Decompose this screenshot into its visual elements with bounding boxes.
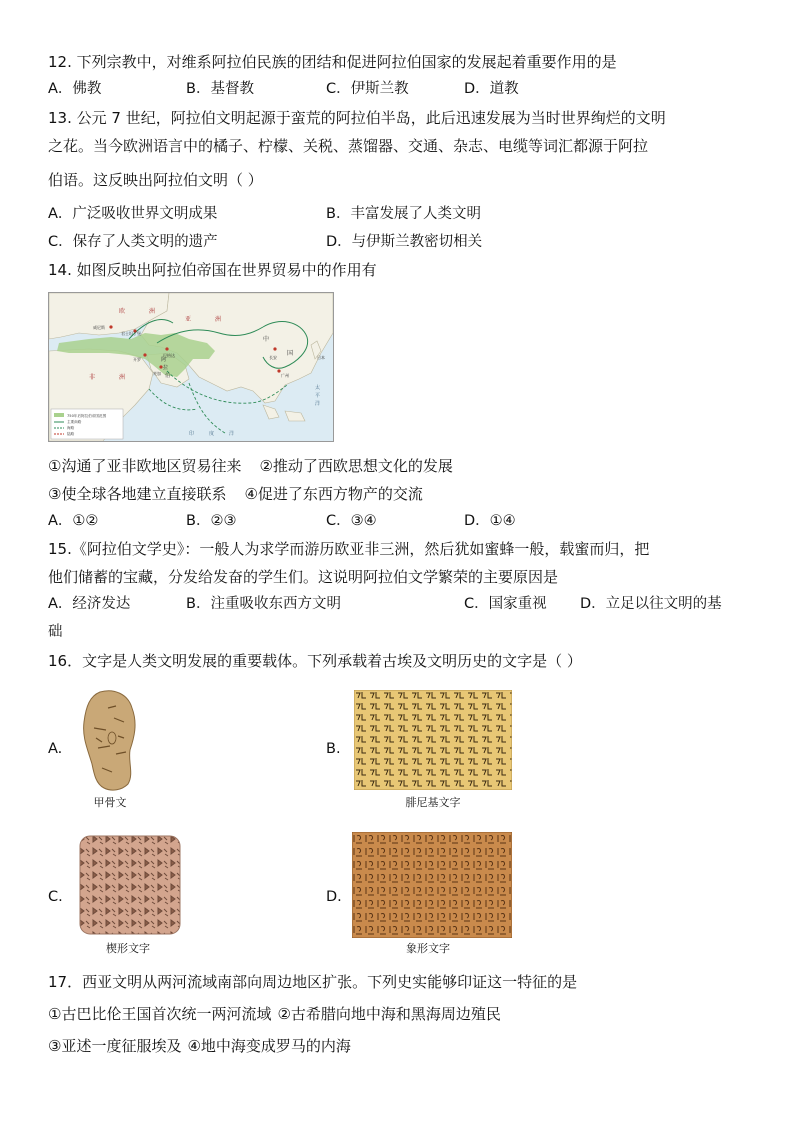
map-label-europe-2: 洲 <box>149 308 156 315</box>
map-label-constantinople: 君士坦丁堡 <box>121 331 141 336</box>
legend-land-route: 陆路 <box>67 432 75 436</box>
q17-statement-row1 <box>48 1004 501 1024</box>
q12-option-a: A．佛教 <box>48 81 102 97</box>
map-label-china-1: 中 <box>263 336 270 343</box>
q13-option-d: D．与伊斯兰教密切相关 <box>326 234 483 250</box>
q14-option-b: B．②③ <box>186 513 237 529</box>
map-label-ocean-3: 洋 <box>229 431 235 437</box>
map-label-europe-1: 欧 <box>119 308 126 315</box>
q16-caption-a: 甲骨文 <box>93 796 127 809</box>
q15-option-b: B．注重吸收东西方文明 <box>186 596 341 612</box>
q13-stem-line3: 伯语。这反映出阿拉伯文明（ ） <box>48 171 263 189</box>
legend-main-routes: 主要商路 <box>67 420 82 424</box>
q14-statement-row1 <box>48 456 453 476</box>
q12-stem: 12. 下列宗教中，对维系阿拉伯民族的团结和促进阿拉伯国家的发展起着重要作用的是 <box>48 53 617 71</box>
q13-option-c: C．保存了人类文明的遗产 <box>48 234 218 250</box>
map-label-japan: 日本 <box>317 355 325 360</box>
map-label-africa-1: 非 <box>89 374 96 381</box>
q17-statement-1: ①古巴比伦王国首次统一两河流域 <box>48 1005 272 1023</box>
legend-arab-empire: 750年后阿拉伯帝国范围 <box>67 414 107 418</box>
q15-stem-line2: 他们储蓄的宝藏，分发给发奋的学生们。这说明阿拉伯文学繁荣的主要原因是 <box>48 568 559 586</box>
arab-trade-map <box>48 292 334 442</box>
map-label-arab-3: 伯 <box>165 373 171 379</box>
map-label-pacific-2: 平 <box>315 393 321 399</box>
q14-option-a: A．①② <box>48 513 99 529</box>
q13-stem-line2: 之花。当今欧洲语言中的橘子、柠檬、关税、蒸馏器、交通、杂志、电缆等词汇都源于阿拉 <box>48 137 649 155</box>
map-label-venice: 威尼斯 <box>93 325 105 330</box>
cuneiform-tablet-image <box>78 834 182 936</box>
q17-statement-row2 <box>48 1036 351 1056</box>
map-label-asia-2: 洲 <box>215 316 222 323</box>
q15-option-c: C．国家重视 <box>464 596 547 612</box>
q16-letter-a: A. <box>48 741 63 757</box>
q14-statement-4: ④促进了东西方物产的交流 <box>244 485 423 503</box>
oracle-bone-image <box>78 688 142 792</box>
q16-caption-c: 楔形文字 <box>106 942 150 955</box>
map-label-ocean-2: 度 <box>209 431 215 437</box>
q14-statement-row2 <box>48 484 423 504</box>
q16-stem: 16．文字是人类文明发展的重要载体。下列承载着古埃及文明历史的文字是（ ） <box>48 652 582 670</box>
map-label-mecca: 麦加 <box>153 371 161 376</box>
q17-stem: 17．西亚文明从两河流域南部向周边地区扩张。下列史实能够印证这一特征的是 <box>48 973 578 991</box>
q14-stem: 14. 如图反映出阿拉伯帝国在世界贸易中的作用有 <box>48 261 377 279</box>
q15-option-d-wrap: 础 <box>48 624 63 640</box>
q16-letter-b: B. <box>326 741 341 757</box>
map-label-arab-1: 阿 <box>161 357 167 363</box>
q12-option-d: D．道教 <box>464 81 519 97</box>
map-label-guangzhou: 广州 <box>281 373 289 378</box>
q13-option-b: B．丰富发展了人类文明 <box>326 206 481 222</box>
map-label-africa-2: 洲 <box>119 374 126 381</box>
q14-statement-2: ②推动了西欧思想文化的发展 <box>259 457 453 475</box>
q17-statement-2: ②古希腊向地中海和黑海周边殖民 <box>277 1005 501 1023</box>
q16-caption-d: 象形文字 <box>406 942 450 955</box>
hieroglyphs-image <box>352 832 512 938</box>
q17-statement-4: ④地中海变成罗马的内海 <box>187 1037 351 1055</box>
q15-option-a: A．经济发达 <box>48 596 131 612</box>
q16-caption-b: 腓尼基文字 <box>405 796 461 809</box>
map-label-pacific-3: 洋 <box>315 401 321 407</box>
q15-stem-line1: 15.《阿拉伯文学史》：一般人为求学而游历欧亚非三洲，然后犹如蜜蜂一般，载蜜而归，把 <box>48 540 650 558</box>
q14-option-c: C．③④ <box>326 513 377 529</box>
q16-letter-d: D. <box>326 889 342 905</box>
q17-statement-3: ③亚述一度征服埃及 <box>48 1037 182 1055</box>
q14-statement-3: ③使全球各地建立直接联系 <box>48 485 227 503</box>
map-label-cairo: 开罗 <box>133 357 141 362</box>
q12-option-c: C．伊斯兰教 <box>326 81 409 97</box>
q12-option-b: B．基督教 <box>186 81 254 97</box>
map-label-pacific-1: 太 <box>315 385 321 391</box>
map-label-arab-2: 拉 <box>163 365 169 371</box>
q13-stem-line1: 13. 公元 7 世纪，阿拉伯文明起源于蛮荒的阿拉伯半岛，此后迅速发展为当时世界绚烂的文明 <box>48 109 666 127</box>
legend-sea-route: 海路 <box>67 426 75 430</box>
q14-statement-1: ①沟通了亚非欧地区贸易往来 <box>48 457 242 475</box>
q13-option-a: A．广泛吸收世界文明成果 <box>48 206 218 222</box>
map-label-asia-1: 亚 <box>185 316 192 323</box>
q15-option-d: D．立足以往文明的基 <box>580 596 722 612</box>
q14-option-d: D．①④ <box>464 513 516 529</box>
map-label-changan: 长安 <box>269 355 277 360</box>
map-label-baghdad: 巴格达 <box>163 353 175 358</box>
q16-letter-c: C. <box>48 889 63 905</box>
map-label-ocean-1: 印 <box>189 431 195 437</box>
phoenician-text-image <box>354 690 512 790</box>
map-legend <box>51 409 123 439</box>
map-label-china-2: 国 <box>287 350 294 357</box>
